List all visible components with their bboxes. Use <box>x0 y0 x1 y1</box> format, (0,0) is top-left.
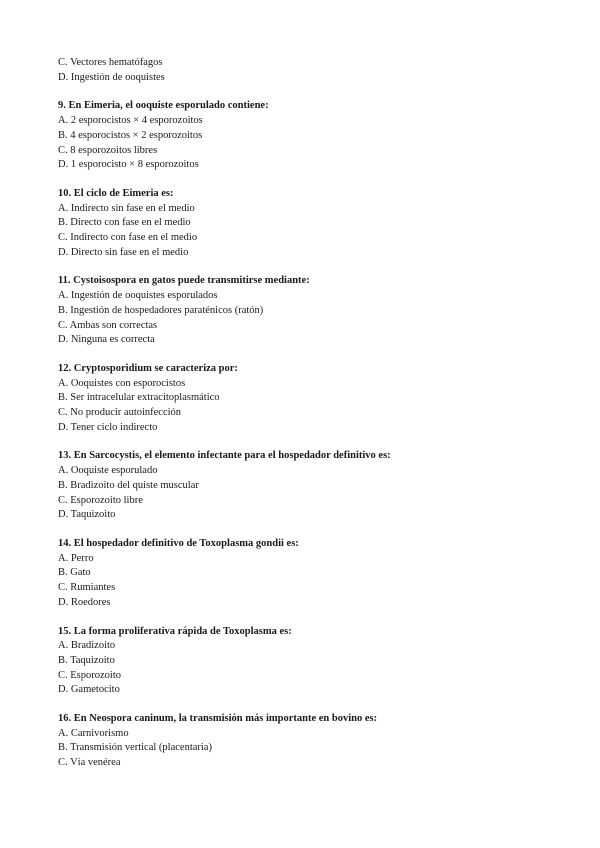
question-title: 13. En Sarcocystis, el elemento infectante para el hospedador definitivo es: <box>58 450 391 462</box>
carryover-options <box>58 56 558 85</box>
option-text: A. 2 esporocistos × 4 esporozoitos <box>58 115 203 127</box>
option-text: D. Gametocito <box>58 684 120 696</box>
question-title: 10. El ciclo de Eimeria es: <box>58 187 174 199</box>
option-text: D. Roedores <box>58 596 111 608</box>
question-list <box>58 56 558 771</box>
question-title: 12. Cryptosporidium se caracteriza por: <box>58 362 238 374</box>
question-14 <box>58 537 558 611</box>
option-text: A. Bradizoito <box>58 640 116 652</box>
option-text: B. Bradizoito del quiste muscular <box>58 479 199 491</box>
question-title: 11. Cystoisospora en gatos puede transmitirse mediante: <box>58 275 310 287</box>
option-text: D. Tener ciclo indirecto <box>58 421 158 433</box>
option-text: B. 4 esporocistos × 2 esporozoitos <box>58 129 203 141</box>
option-text: B. Ser intracelular extracitoplasmático <box>58 392 220 404</box>
option-text: D. Ingestión de ooquistes <box>58 71 165 83</box>
option-text: C. Ambas son correctas <box>58 319 158 331</box>
option-text: B. Transmisión vertical (placentaria) <box>58 742 212 754</box>
question-title: 16. En Neospora caninum, la transmisión más importante en bovino es: <box>58 713 378 725</box>
option-text: D. Directo sin fase en el medio <box>58 246 189 258</box>
option-text: A. Indirecto sin fase en el medio <box>58 202 195 214</box>
option-text: B. Taquizoito <box>58 654 115 666</box>
question-13 <box>58 449 558 523</box>
question-11 <box>58 274 558 348</box>
option-text: B. Directo con fase en el medio <box>58 217 191 229</box>
option-text: D. Ninguna es correcta <box>58 334 155 346</box>
option-text: C. Indirecto con fase en el medio <box>58 232 198 244</box>
question-16 <box>58 712 558 771</box>
option-text: D. 1 esporocisto × 8 esporozoitos <box>58 159 199 171</box>
option-text: C. No producir autoinfección <box>58 407 182 419</box>
option-text: C. Rumiantes <box>58 582 116 594</box>
option-text: C. Vía venérea <box>58 757 121 769</box>
option-text: D. Taquizoito <box>58 509 116 521</box>
option-text: C. Esporozoito libre <box>58 494 143 506</box>
option-text: B. Ingestión de hospedadores paraténicos (ratón) <box>58 304 264 316</box>
question-9 <box>58 99 558 173</box>
option-text: C. Esporozoito <box>58 669 121 681</box>
option-text: B. Gato <box>58 567 91 579</box>
question-10 <box>58 187 558 261</box>
option-text: C. 8 esporozoitos libres <box>58 144 158 156</box>
question-title: 14. El hospedador definitivo de Toxoplasma gondii es: <box>58 537 299 549</box>
question-title: 15. La forma proliferativa rápida de Toxoplasma es: <box>58 625 292 637</box>
option-text: C. Vectores hematófagos <box>58 57 163 68</box>
option-text: A. Ooquiste esporulado <box>58 465 158 477</box>
option-text: A. Perro <box>58 552 94 564</box>
option-text: A. Ingestión de ooquistes esporulados <box>58 290 218 302</box>
option-text: A. Carnivorismo <box>58 727 129 739</box>
question-15 <box>58 625 558 699</box>
option-text: A. Ooquistes con esporocistos <box>58 377 186 389</box>
question-title: 9. En Eimeria, el ooquiste esporulado contiene: <box>58 100 269 112</box>
question-12 <box>58 362 558 436</box>
